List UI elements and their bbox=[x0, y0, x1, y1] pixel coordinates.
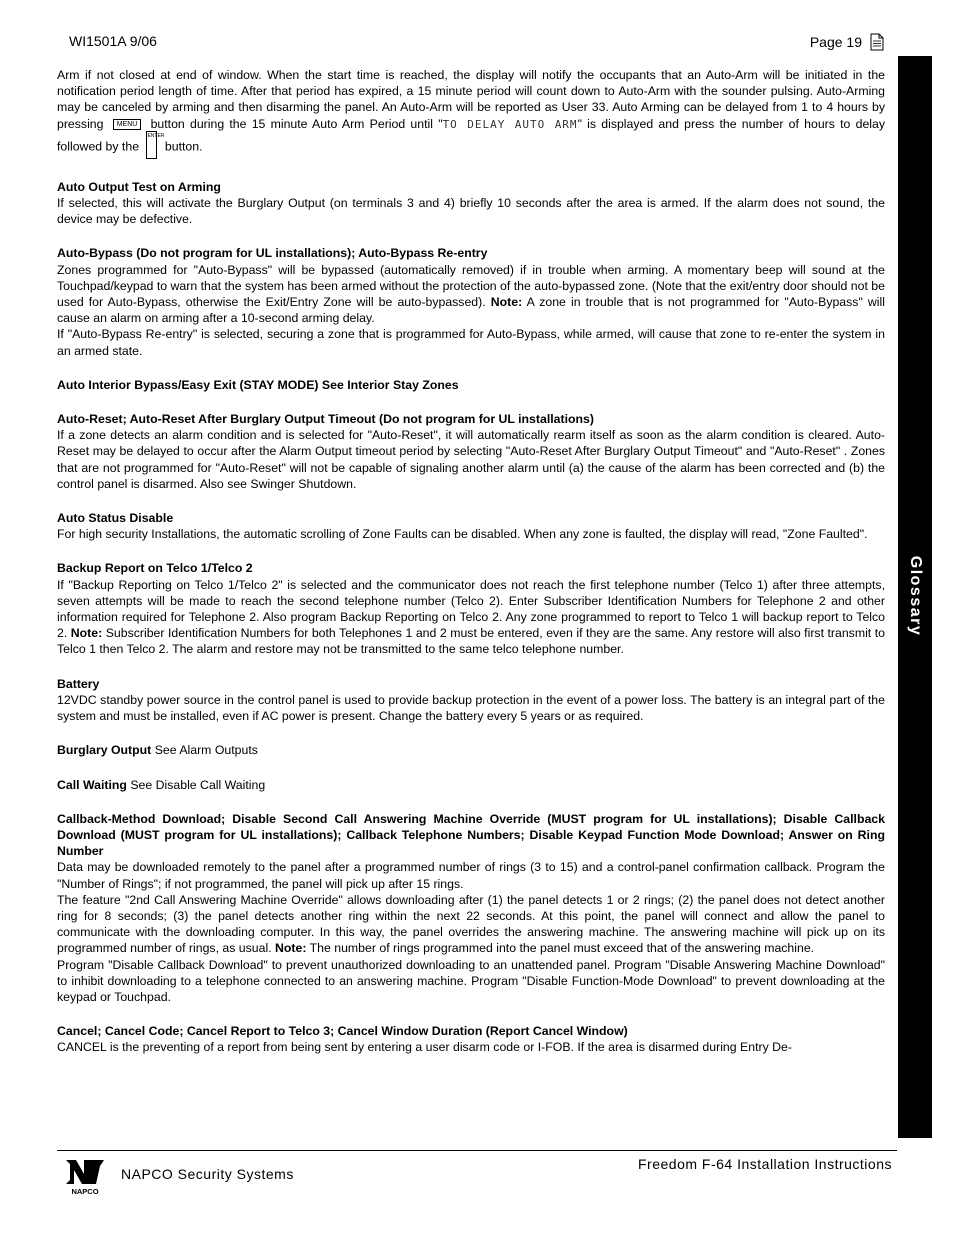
term-heading: Cancel; Cancel Code; Cancel Report to Telco 3; Cancel Window Duration (Report Cancel Window) bbox=[57, 1024, 628, 1039]
term-heading: Burglary Output bbox=[57, 743, 152, 758]
term-heading: Auto-Bypass (Do not program for UL installations); Auto-Bypass Re-entry bbox=[57, 246, 488, 261]
section-tab bbox=[898, 56, 932, 1138]
term-body-text: Zones programmed for "Auto-Bypass" will be bypassed (automatically removed) if in trouble when arming. A momentary beep will sound at the Touchpad/keypad to warn that the system has been armed without the protection of the auto-bypassed zone. (Note that the exit/entry door should not be used for Auto-Bypass, otherwise the Exit/Entry Zone will be auto-bypassed). bbox=[57, 262, 885, 310]
term-heading: Call Waiting bbox=[57, 777, 127, 792]
section-tab-label: Glossary bbox=[907, 555, 924, 637]
term-body bbox=[57, 892, 885, 957]
document-title: Freedom F-64 Installation Instructions bbox=[638, 1156, 892, 1172]
company-name: NAPCO Security Systems bbox=[121, 1166, 294, 1182]
intro-text-b: button during the 15 minute Auto Arm Period until " bbox=[150, 116, 443, 131]
note-label: Note: bbox=[275, 941, 307, 956]
term-heading: Auto Output Test on Arming bbox=[57, 179, 221, 194]
term-heading: Backup Report on Telco 1/Telco 2 bbox=[57, 561, 253, 576]
term-body: 12VDC standby power source in the control panel is used to provide backup protection in the event of a power loss. The battery is an integral part of the system and must be installed, even if AC power is present. Change the battery every 5 years or as required. bbox=[57, 692, 885, 724]
logo-text: NAPCO bbox=[71, 1187, 99, 1196]
term-body-text: The feature "2nd Call Answering Machine Override" allows downloading after (1) the panel detects 1 or 2 rings; (2) the panel does not detect another ring for 8 seconds; (3) the panel detects another ring within the next 22 seconds. At this point, the panel will connect and allow the panel to communicate with the downloading computer. In this way, the panel overrides the answering machine. The answering machine will pick up on its programmed number of rings, as usual. bbox=[57, 892, 885, 956]
page-label: Page 19 bbox=[809, 34, 862, 50]
term-heading: Auto Interior Bypass/Easy Exit (STAY MODE) See Interior Stay Zones bbox=[57, 377, 459, 392]
intro-text-c: " is displayed and press the number of hours to delay followed by the bbox=[57, 116, 886, 154]
lcd-message: TO DELAY AUTO ARM bbox=[442, 117, 578, 131]
page-icon bbox=[870, 33, 884, 51]
document-id: WI1501A 9/06 bbox=[69, 33, 157, 49]
intro-paragraph bbox=[57, 67, 885, 161]
term-body bbox=[57, 262, 885, 327]
term-body: Data may be downloaded remotely to the panel after a programmed number of rings (3 to 15) and a control-panel confirmation callback. Program the "Number of Rings"; if not programmed, the panel will pick up after 15 rings. bbox=[57, 860, 885, 891]
term-body: If a zone detects an alarm condition and is selected for "Auto-Reset", it will automatically rearm itself as soon as the alarm condition is cleared. Auto-Reset may be delayed to occur after the Alarm Output timeout period by selecting "Auto-Reset After Burglary Output Timeout" and "Auto-Reset" . Zones that are not programmed for "Auto-Reset" will not be capable of signaling another alarm until (a) the cause of the alarm has been corrected and (b) the control panel is disarmed. Also see Swinger Shutdown. bbox=[57, 428, 885, 491]
intro-text-d: button. bbox=[164, 139, 203, 154]
term-body bbox=[57, 577, 885, 658]
enter-key-label: ENTER bbox=[147, 132, 165, 139]
term-heading: Callback-Method Download; Disable Second Call Answering Machine Override (MUST program for UL installations); Disable Callback Download (MUST program for UL installations); Callback Telephone Numbers; Disable Keypad Function Mode Download; Answer on Ring Number bbox=[57, 811, 885, 859]
term-reference bbox=[57, 742, 885, 758]
term-body-text: Subscriber Identification Numbers for both Telephones 1 and 2 must be entered, even if they are the same. Any restore will also first transmit to Telco 1 then Telco 2. The alarm and restore may not be transmitted to the same telco telephone number. bbox=[57, 626, 885, 657]
term-body: If selected, this will activate the Burglary Output (on terminals 3 and 4) briefly 10 seconds after the area is armed. If the alarm does not sound, the device may be defective. bbox=[57, 196, 885, 227]
term-body-text: A zone in trouble that is not programmed for "Auto-Bypass" will cause an alarm on arming after a 10-second arming delay. bbox=[57, 295, 885, 326]
term-body: If "Auto-Bypass Re-entry" is selected, securing a zone that is programmed for Auto-Bypass, while armed, will cause that zone to re-enter the system in an armed state. bbox=[57, 327, 885, 358]
term-body: For high security Installations, the automatic scrolling of Zone Faults can be disabled. When any zone is faulted, the display will read, "Zone Faulted". bbox=[57, 527, 868, 542]
glossary-content bbox=[57, 67, 885, 1056]
napco-logo-icon bbox=[62, 1158, 108, 1196]
term-body-text: If "Backup Reporting on Telco 1/Telco 2" is selected and the communicator does not reach the first telephone number (Telco 1) after three attempts, seven attempts will be made to reach the second telephone number (Telco 2). Enter Subscriber Identification Numbers for Telephone 2 and other information required for Telephone 2. Also program Backup Reporting on Telco 2. Any zone programmed to report to Telco 1 will backup report to Telco 2. bbox=[57, 577, 885, 641]
term-heading: Auto-Reset; Auto-Reset After Burglary Output Timeout (Do not program for UL installations) bbox=[57, 412, 594, 427]
enter-key-icon bbox=[146, 131, 165, 159]
term-body: Program "Disable Callback Download" to prevent unauthorized downloading to an unattended panel. Program "Disable Answering Machine Download" to inhibit downloading to a telephone connected to an answering machine. Program "Disable Function-Mode Download" to prevent downloading at the keypad or Touchpad. bbox=[57, 957, 885, 1004]
term-see-also: See Disable Call Waiting bbox=[126, 777, 266, 792]
term-reference bbox=[57, 777, 885, 793]
note-label: Note: bbox=[70, 626, 103, 641]
term-body: CANCEL is the preventing of a report from being sent by entering a user disarm code or I-FOB. If the area is disarmed during Entry De- bbox=[57, 1040, 792, 1055]
page-number bbox=[810, 33, 884, 51]
footer-divider bbox=[57, 1150, 897, 1151]
term-heading: Auto Status Disable bbox=[57, 511, 174, 526]
term-body-text: The number of rings programmed into the panel must exceed that of the answering machine. bbox=[306, 941, 815, 956]
term-see-also: See Alarm Outputs bbox=[151, 743, 258, 758]
note-label: Note: bbox=[490, 295, 523, 310]
intro-text-a: Arm if not closed at end of window. When the start time is reached, the display will notify the occupants that an Auto-Arm will be initiated in the notification period length of time. After that period has expired, a 15 minute period will count down to Auto-Arm with the sounder pulsing. Auto-Arming may be canceled by arming and then disarming the panel. An Auto-Arm will be reported as User 33. Auto Arming can be delayed from 1 to 4 hours by pressing bbox=[57, 68, 885, 131]
term-heading: Battery bbox=[57, 676, 100, 691]
menu-key-icon: MENU bbox=[113, 119, 142, 130]
